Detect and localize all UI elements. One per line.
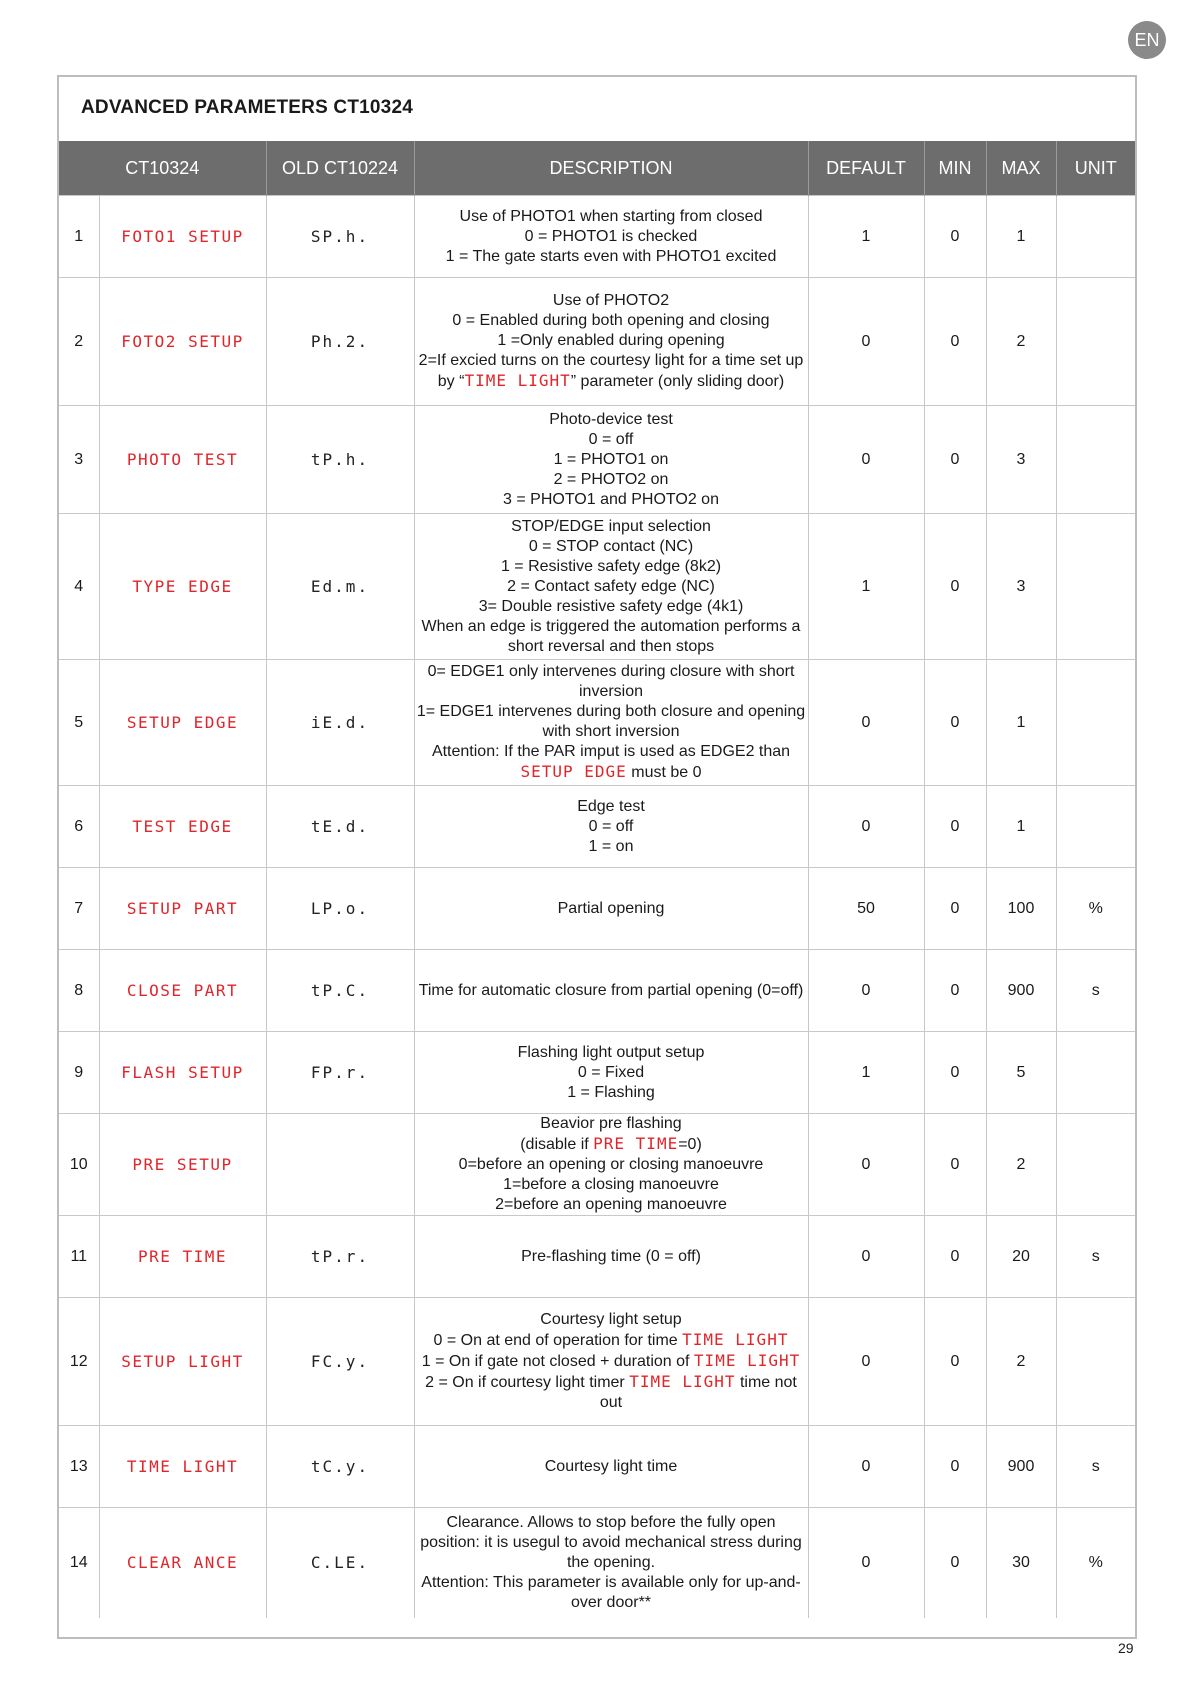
table-row xyxy=(59,1114,1135,1216)
description-text: (disable if xyxy=(520,1136,594,1153)
parameter-lcd-label: FLASH SETUP xyxy=(99,1032,266,1114)
description-text: Beavior pre flashing xyxy=(540,1115,682,1132)
table-row xyxy=(59,950,1135,1032)
min-value: 0 xyxy=(924,786,986,868)
default-value: 0 xyxy=(808,1114,924,1216)
parameter-description xyxy=(414,196,808,278)
description-text: Attention: If the PAR imput is used as EDGE2 than xyxy=(431,743,791,760)
description-text: Attention: This parameter is available only for up-and-over door** xyxy=(421,1573,801,1611)
table-row xyxy=(59,196,1135,278)
unit-value: % xyxy=(1056,1508,1135,1618)
description-line xyxy=(415,1372,808,1413)
min-value: 0 xyxy=(924,196,986,278)
parameter-lcd-label: SETUP LIGHT xyxy=(99,1298,266,1426)
old-code: tE.d. xyxy=(266,786,414,868)
row-number: 7 xyxy=(59,868,99,950)
description-line xyxy=(415,1134,808,1155)
description-text: 0 = off xyxy=(588,430,634,448)
description-line xyxy=(415,1513,808,1573)
description-text: 0 = Fixed xyxy=(577,1063,645,1081)
row-number: 6 xyxy=(59,786,99,868)
description-line xyxy=(415,470,808,490)
table-row xyxy=(59,1426,1135,1508)
default-value: 0 xyxy=(808,1298,924,1426)
description-text: 0= EDGE1 only intervenes during closure with short inversion xyxy=(427,663,795,700)
description-text: Courtesy light setup xyxy=(540,1311,682,1328)
description-text: STOP/EDGE input selection xyxy=(511,517,711,535)
unit-value xyxy=(1056,196,1135,278)
old-code: FP.r. xyxy=(266,1032,414,1114)
description-text: Use of PHOTO2 xyxy=(552,292,670,309)
col-default: DEFAULT xyxy=(808,141,924,196)
unit-value xyxy=(1056,1298,1135,1426)
row-number: 2 xyxy=(59,278,99,406)
description-text: Time for automatic closure from partial opening (0=off) xyxy=(418,981,804,999)
parameter-description xyxy=(414,660,808,786)
description-line xyxy=(415,981,808,1001)
parameters-table xyxy=(59,141,1135,1618)
description-line xyxy=(415,617,808,657)
max-value: 2 xyxy=(986,278,1056,406)
max-value: 1 xyxy=(986,196,1056,278)
default-value: 1 xyxy=(808,196,924,278)
default-value: 0 xyxy=(808,786,924,868)
parameter-description xyxy=(414,786,808,868)
old-code: FC.y. xyxy=(266,1298,414,1426)
description-line xyxy=(415,1043,808,1063)
description-line xyxy=(415,1457,808,1477)
page-title: ADVANCED PARAMETERS CT10324 xyxy=(81,97,413,118)
parameter-lcd-label: PRE SETUP xyxy=(99,1114,266,1216)
unit-value xyxy=(1056,1032,1135,1114)
description-text: 0 = STOP contact (NC) xyxy=(528,537,694,555)
description-line xyxy=(415,1195,808,1215)
row-number: 11 xyxy=(59,1216,99,1298)
parameter-lcd-label: SETUP EDGE xyxy=(99,660,266,786)
description-line xyxy=(415,311,808,331)
parameter-lcd-label: TYPE EDGE xyxy=(99,514,266,660)
description-line xyxy=(415,1175,808,1195)
min-value: 0 xyxy=(924,1298,986,1426)
description-text: 1 = on xyxy=(588,837,634,855)
old-code: SP.h. xyxy=(266,196,414,278)
col-description: DESCRIPTION xyxy=(414,141,808,196)
row-number: 13 xyxy=(59,1426,99,1508)
description-line xyxy=(415,1310,808,1330)
parameter-description xyxy=(414,1426,808,1508)
description-text: Courtesy light time xyxy=(544,1457,678,1475)
parameter-description xyxy=(414,278,808,406)
description-line xyxy=(415,430,808,450)
unit-value xyxy=(1056,514,1135,660)
unit-value: s xyxy=(1056,1426,1135,1508)
description-line xyxy=(415,597,808,617)
parameter-lcd-label: TEST EDGE xyxy=(99,786,266,868)
table-row xyxy=(59,786,1135,868)
description-text: 2 = PHOTO2 on xyxy=(553,470,669,488)
description-line xyxy=(415,817,808,837)
description-line xyxy=(415,797,808,817)
description-line xyxy=(415,1114,808,1134)
parameters-panel xyxy=(57,75,1137,1639)
min-value: 0 xyxy=(924,1508,986,1618)
description-line xyxy=(415,351,808,392)
old-code: tP.h. xyxy=(266,406,414,514)
unit-value: s xyxy=(1056,950,1135,1032)
min-value: 0 xyxy=(924,950,986,1032)
description-text: 2 = Contact safety edge (NC) xyxy=(507,577,715,595)
description-text: 1 = The gate starts even with PHOTO1 excited xyxy=(445,247,777,265)
col-unit: UNIT xyxy=(1056,141,1135,196)
unit-value xyxy=(1056,660,1135,786)
language-badge: EN xyxy=(1128,21,1166,59)
description-line xyxy=(415,837,808,857)
max-value: 900 xyxy=(986,950,1056,1032)
description-line xyxy=(415,702,808,742)
unit-value xyxy=(1056,786,1135,868)
unit-value: % xyxy=(1056,868,1135,950)
parameter-description xyxy=(414,868,808,950)
parameter-description xyxy=(414,950,808,1032)
default-value: 0 xyxy=(808,660,924,786)
default-value: 0 xyxy=(808,950,924,1032)
description-line xyxy=(415,1155,808,1175)
min-value: 0 xyxy=(924,1426,986,1508)
description-text: ” parameter (only sliding door) xyxy=(570,373,785,390)
row-number: 5 xyxy=(59,660,99,786)
parameter-lcd-label: CLOSE PART xyxy=(99,950,266,1032)
row-number: 10 xyxy=(59,1114,99,1216)
description-text: 1 = PHOTO1 on xyxy=(553,450,669,468)
description-text: Pre-flashing time (0 = off) xyxy=(521,1247,701,1265)
description-text: 0=before an opening or closing manoeuvre xyxy=(458,1156,764,1173)
description-line xyxy=(415,291,808,311)
parameter-description xyxy=(414,1216,808,1298)
row-number: 12 xyxy=(59,1298,99,1426)
description-text: Partial opening xyxy=(557,899,665,917)
description-text: 0 = PHOTO1 is checked xyxy=(524,227,698,245)
lcd-inline-label: SETUP EDGE xyxy=(520,762,627,781)
old-code: iE.d. xyxy=(266,660,414,786)
description-line xyxy=(415,577,808,597)
description-text: Use of PHOTO1 when starting from closed xyxy=(459,207,763,225)
min-value: 0 xyxy=(924,868,986,950)
description-text: 1 = Flashing xyxy=(567,1083,655,1101)
parameter-lcd-label: FOTO1 SETUP xyxy=(99,196,266,278)
description-line xyxy=(415,762,808,783)
description-text: Flashing light output setup xyxy=(517,1043,705,1061)
description-line xyxy=(415,557,808,577)
max-value: 2 xyxy=(986,1114,1056,1216)
default-value: 0 xyxy=(808,1216,924,1298)
max-value: 900 xyxy=(986,1426,1056,1508)
description-text: 1 =Only enabled during opening xyxy=(497,332,725,349)
lcd-inline-label: TIME LIGHT xyxy=(629,1372,736,1391)
min-value: 0 xyxy=(924,1032,986,1114)
old-code: Ph.2. xyxy=(266,278,414,406)
parameter-lcd-label: CLEAR ANCE xyxy=(99,1508,266,1618)
parameter-lcd-label: SETUP PART xyxy=(99,868,266,950)
description-line xyxy=(415,1330,808,1351)
max-value: 1 xyxy=(986,660,1056,786)
description-text: 3= Double resistive safety edge (4k1) xyxy=(478,597,744,615)
max-value: 100 xyxy=(986,868,1056,950)
parameter-description xyxy=(414,1114,808,1216)
parameter-description xyxy=(414,514,808,660)
lcd-inline-label: TIME LIGHT xyxy=(693,1351,801,1370)
row-number: 14 xyxy=(59,1508,99,1618)
min-value: 0 xyxy=(924,1216,986,1298)
parameter-lcd-label: FOTO2 SETUP xyxy=(99,278,266,406)
min-value: 0 xyxy=(924,514,986,660)
max-value: 5 xyxy=(986,1032,1056,1114)
unit-value xyxy=(1056,278,1135,406)
description-line xyxy=(415,490,808,510)
description-text: 1 = On if gate not closed + duration of xyxy=(421,1353,694,1370)
unit-value: s xyxy=(1056,1216,1135,1298)
max-value: 30 xyxy=(986,1508,1056,1618)
page-number: 29 xyxy=(1118,1640,1134,1656)
parameter-description xyxy=(414,406,808,514)
col-min: MIN xyxy=(924,141,986,196)
default-value: 0 xyxy=(808,406,924,514)
unit-value xyxy=(1056,406,1135,514)
col-old: OLD CT10224 xyxy=(266,141,414,196)
description-text: 1= EDGE1 intervenes during both closure and opening with short inversion xyxy=(416,703,806,740)
table-row xyxy=(59,868,1135,950)
description-line xyxy=(415,331,808,351)
row-number: 3 xyxy=(59,406,99,514)
description-text: =0) xyxy=(678,1136,702,1153)
row-number: 9 xyxy=(59,1032,99,1114)
old-code: tP.r. xyxy=(266,1216,414,1298)
default-value: 0 xyxy=(808,278,924,406)
parameter-lcd-label: PHOTO TEST xyxy=(99,406,266,514)
description-line xyxy=(415,247,808,267)
max-value: 1 xyxy=(986,786,1056,868)
description-line xyxy=(415,450,808,470)
description-text: When an edge is triggered the automation performs a short reversal and then stops xyxy=(421,617,801,655)
description-text: 2 = On if courtesy light timer xyxy=(425,1374,630,1391)
default-value: 1 xyxy=(808,1032,924,1114)
default-value: 50 xyxy=(808,868,924,950)
default-value: 0 xyxy=(808,1426,924,1508)
max-value: 3 xyxy=(986,514,1056,660)
col-ct10324: CT10324 xyxy=(59,141,266,196)
description-text: Clearance. Allows to stop before the fully open position: it is usegul to avoid mechanical stress during the opening. xyxy=(420,1513,802,1571)
description-text: 0 = Enabled during both opening and closing xyxy=(452,312,770,329)
table-row xyxy=(59,660,1135,786)
min-value: 0 xyxy=(924,278,986,406)
min-value: 0 xyxy=(924,1114,986,1216)
row-number: 8 xyxy=(59,950,99,1032)
description-line xyxy=(415,410,808,430)
lcd-inline-label: PRE TIME xyxy=(593,1134,679,1153)
default-value: 1 xyxy=(808,514,924,660)
table-row xyxy=(59,1032,1135,1114)
lcd-inline-label: TIME LIGHT xyxy=(464,371,571,390)
description-text: 2=If excied turns on the courtesy light for a time set up by “ xyxy=(418,352,804,390)
default-value: 0 xyxy=(808,1508,924,1618)
description-line xyxy=(415,207,808,227)
col-max: MAX xyxy=(986,141,1056,196)
parameter-lcd-label: PRE TIME xyxy=(99,1216,266,1298)
old-code: C.LE. xyxy=(266,1508,414,1618)
description-line xyxy=(415,1083,808,1103)
lcd-inline-label: TIME LIGHT xyxy=(682,1330,789,1349)
description-text: 1=before a closing manoeuvre xyxy=(503,1176,719,1193)
description-line xyxy=(415,1247,808,1267)
description-line xyxy=(415,227,808,247)
description-line xyxy=(415,1063,808,1083)
parameter-description xyxy=(414,1508,808,1618)
description-line xyxy=(415,742,808,762)
description-line xyxy=(415,662,808,702)
old-code: Ed.m. xyxy=(266,514,414,660)
table-header xyxy=(59,141,1135,196)
description-text: 1 = Resistive safety edge (8k2) xyxy=(500,557,722,575)
min-value: 0 xyxy=(924,406,986,514)
table-row xyxy=(59,514,1135,660)
table-row xyxy=(59,406,1135,514)
max-value: 2 xyxy=(986,1298,1056,1426)
row-number: 1 xyxy=(59,196,99,278)
old-code xyxy=(266,1114,414,1216)
description-line xyxy=(415,1351,808,1372)
min-value: 0 xyxy=(924,660,986,786)
description-line xyxy=(415,537,808,557)
old-code: tC.y. xyxy=(266,1426,414,1508)
description-text: Edge test xyxy=(577,797,645,815)
description-text: time not out xyxy=(599,1374,797,1411)
max-value: 3 xyxy=(986,406,1056,514)
description-text: must be 0 xyxy=(626,764,702,781)
description-text: 0 = off xyxy=(588,817,634,835)
description-text: 3 = PHOTO1 and PHOTO2 on xyxy=(503,490,719,508)
description-text: 0 = On at end of operation for time xyxy=(433,1332,683,1349)
parameter-description xyxy=(414,1298,808,1426)
old-code: LP.o. xyxy=(266,868,414,950)
table-row xyxy=(59,1298,1135,1426)
table-row xyxy=(59,278,1135,406)
description-line xyxy=(415,899,808,919)
description-text: 2=before an opening manoeuvre xyxy=(495,1196,727,1213)
old-code: tP.C. xyxy=(266,950,414,1032)
max-value: 20 xyxy=(986,1216,1056,1298)
description-line xyxy=(415,1573,808,1613)
table-row xyxy=(59,1216,1135,1298)
unit-value xyxy=(1056,1114,1135,1216)
parameter-description xyxy=(414,1032,808,1114)
description-text: Photo-device test xyxy=(549,410,673,428)
table-row xyxy=(59,1508,1135,1618)
parameter-lcd-label: TIME LIGHT xyxy=(99,1426,266,1508)
description-line xyxy=(415,517,808,537)
row-number: 4 xyxy=(59,514,99,660)
